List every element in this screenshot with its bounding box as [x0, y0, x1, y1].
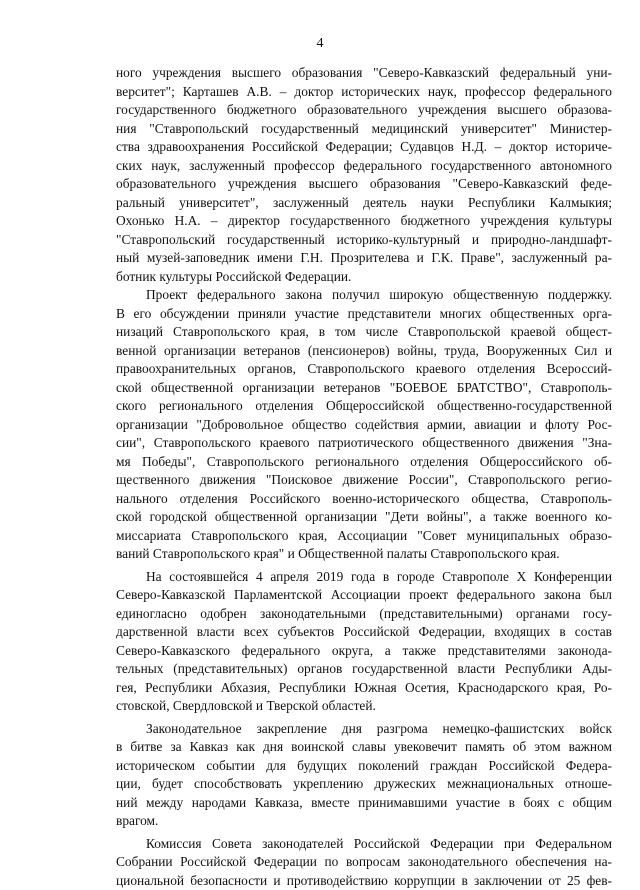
paragraph [116, 720, 612, 831]
text-line: Охонько Н.А. – директор государственного бюджетного учреждения культуры [116, 212, 612, 231]
text-line: Комиссия Совета законодателей Российской Федерации при Федеральном [116, 835, 612, 854]
text-line: ния "Ставропольский государственный медицинский университет" Министер- [116, 120, 612, 139]
text-line: миссариата Ставропольского края, Ассоциации "Совет муниципальных образо- [116, 527, 612, 546]
text-line: мя Победы", Ставропольского регионального отделения Общероссийского об- [116, 453, 612, 472]
text-line: ских наук, заслуженный профессор федерального государственного автономного [116, 157, 612, 176]
text-line: Собрании Российской Федерации по вопросам законодательного обеспечения на- [116, 853, 612, 872]
text-line: ральный университет", заслуженный деятель науки Республики Калмыкия; [116, 194, 612, 213]
text-line: ского регионального отделения Общероссийской общественно-государственной [116, 397, 612, 416]
text-line: ный музей-заповедник имени Г.Н. Прозрителева и Г.К. Праве", заслуженный ра- [116, 249, 612, 268]
text-line: врагом. [116, 812, 612, 831]
text-line: низаций Ставропольского края, в том числе Ставропольской краевой общест- [116, 323, 612, 342]
text-line: ного учреждения высшего образования "Северо-Кавказский федеральный уни- [116, 64, 612, 83]
text-line: ваний Ставропольского края" и Общественной палаты Ставропольского края. [116, 545, 612, 564]
text-line: историческом событии для будущих поколений граждан Российской Федера- [116, 757, 612, 776]
text-line: ции, будет способствовать укреплению дружеских межнациональных отноше- [116, 775, 612, 794]
text-line: тельных (представительных) органов государственной власти Республики Ады- [116, 660, 612, 679]
text-line: нального отделения Российского военно-исторического общества, Ставрополь- [116, 490, 612, 509]
text-line: гея, Республики Абхазия, Республики Южная Осетия, Краснодарского края, Ро- [116, 679, 612, 698]
paragraph [116, 568, 612, 716]
text-line: венной организации ветеранов (пенсионеров) войны, труда, Вооруженных Сил и [116, 342, 612, 361]
document-body [116, 64, 612, 890]
text-line: "Ставропольский государственный историко-культурный и природно-ландшафт- [116, 231, 612, 250]
text-line: в битве за Кавказ как дня воинской славы увековечит память об этом важном [116, 738, 612, 757]
text-line: На состоявшейся 4 апреля 2019 года в городе Ставрополе X Конференции [116, 568, 612, 587]
text-line: дарственной власти всех субъектов Российской Федерации, входящих в состав [116, 623, 612, 642]
text-line: стовской, Свердловской и Тверской областей. [116, 697, 612, 716]
text-line: циональной безопасности и противодействию коррупции в заключении от 25 фев- [116, 872, 612, 890]
text-line: щественного движения "Поисковое движение России", Ставропольского регио- [116, 471, 612, 490]
text-line: Проект федерального закона получил широкую общественную поддержку. [116, 286, 612, 305]
text-line: правоохранительных органов, Ставропольского краевого отделения Всероссий- [116, 360, 612, 379]
text-line: ской городской общественной организации "Дети войны", а также военного ко- [116, 508, 612, 527]
text-line: В его обсуждении приняли участие представители многих общественных орга- [116, 305, 612, 324]
paragraph [116, 64, 612, 286]
text-line: Законодательное закрепление дня разгрома немецко-фашистских войск [116, 720, 612, 739]
text-line: ской общественной организации ветеранов "БОЕВОЕ БРАТСТВО", Ставрополь- [116, 379, 612, 398]
text-line: сии", Ставропольского краевого патриотического общественного движения "Зна- [116, 434, 612, 453]
text-line: ний между народами Кавказа, вместе принимавшими участие в боях с общим [116, 794, 612, 813]
text-line: ботник культуры Российской Федерации. [116, 268, 612, 287]
text-line: Северо-Кавказской Парламентской Ассоциации проект федерального закона был [116, 586, 612, 605]
paragraph [116, 835, 612, 890]
text-line: образовательного учреждения высшего образования "Северо-Кавказский феде- [116, 175, 612, 194]
text-line: Северо-Кавказского федерального округа, а также представителями законода- [116, 642, 612, 661]
paragraph [116, 286, 612, 564]
text-line: верситет"; Карташев А.В. – доктор исторических наук, профессор федерального [116, 83, 612, 102]
text-line: ства здравоохранения Российской Федерации; Судавцов Н.Д. – доктор историче- [116, 138, 612, 157]
page-number: 4 [0, 36, 640, 52]
text-line: государственного бюджетного образовательного учреждения высшего образова- [116, 101, 612, 120]
text-line: организации "Добровольное общество содействия армии, авиации и флоту Рос- [116, 416, 612, 435]
text-line: единогласно одобрен законодательными (представительными) органами госу- [116, 605, 612, 624]
